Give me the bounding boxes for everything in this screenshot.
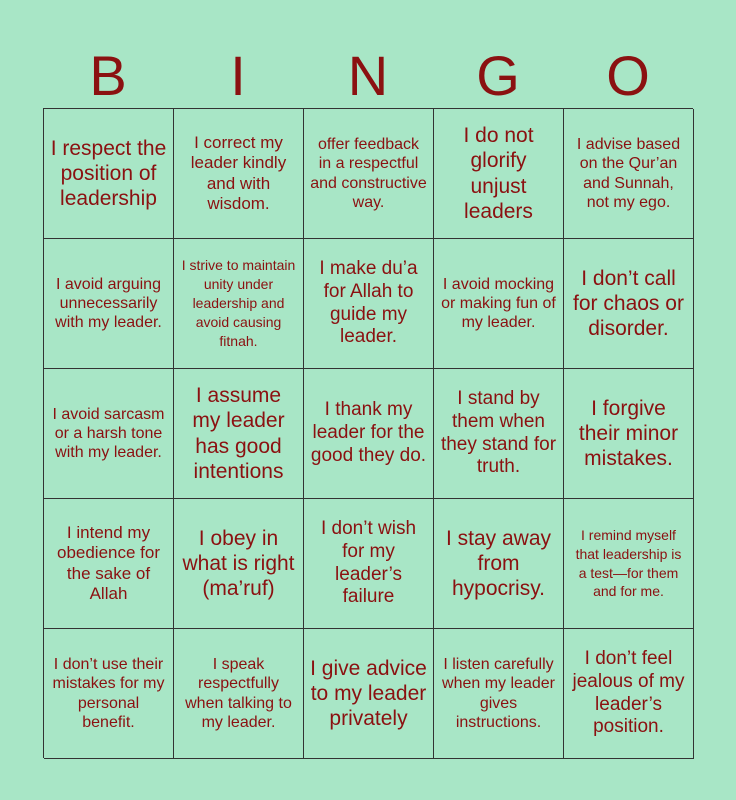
header-letter-n: N [347, 44, 389, 107]
bingo-cell[interactable]: I respect the position of leadership [44, 109, 174, 239]
bingo-cell[interactable]: I stay away from hypocrisy. [434, 499, 564, 629]
bingo-cell[interactable]: I do not glorify unjust leaders [434, 109, 564, 239]
bingo-cell[interactable]: I give advice to my leader privately [304, 629, 434, 759]
bingo-cell[interactable]: I don’t use their mistakes for my personal benefit. [44, 629, 174, 759]
bingo-cell[interactable]: I forgive their minor mistakes. [564, 369, 694, 499]
bingo-cell[interactable]: offer feedback in a respectful and constructive way. [304, 109, 434, 239]
bingo-cell[interactable]: I thank my leader for the good they do. [304, 369, 434, 499]
bingo-cell[interactable]: I assume my leader has good intentions [174, 369, 304, 499]
bingo-cell[interactable]: I avoid mocking or making fun of my leader. [434, 239, 564, 369]
header-letter-g: G [476, 44, 520, 107]
bingo-cell[interactable]: I don’t feel jealous of my leader’s position. [564, 629, 694, 759]
bingo-cell[interactable]: I don’t call for chaos or disorder. [564, 239, 694, 369]
bingo-cell[interactable]: I listen carefully when my leader gives instructions. [434, 629, 564, 759]
bingo-cell[interactable]: I speak respectfully when talking to my leader. [174, 629, 304, 759]
bingo-cell[interactable]: I avoid arguing unnecessarily with my leader. [44, 239, 174, 369]
header-letter-b: B [89, 44, 127, 107]
bingo-cell[interactable]: I stand by them when they stand for truth. [434, 369, 564, 499]
header-letter-i: I [230, 44, 246, 107]
bingo-cell[interactable]: I strive to maintain unity under leadership and avoid causing fitnah. [174, 239, 304, 369]
bingo-cell[interactable]: I make du’a for Allah to guide my leader. [304, 239, 434, 369]
bingo-header [43, 44, 693, 108]
bingo-cell[interactable]: I remind myself that leadership is a test—for them and for me. [564, 499, 694, 629]
bingo-cell[interactable]: I correct my leader kindly and with wisdom. [174, 109, 304, 239]
bingo-cell[interactable]: I obey in what is right (ma’ruf) [174, 499, 304, 629]
bingo-card-grid [43, 108, 693, 758]
header-letter-o: O [606, 44, 650, 107]
bingo-cell[interactable]: I don’t wish for my leader’s failure [304, 499, 434, 629]
bingo-cell[interactable]: I intend my obedience for the sake of Allah [44, 499, 174, 629]
bingo-cell[interactable]: I avoid sarcasm or a harsh tone with my leader. [44, 369, 174, 499]
bingo-cell[interactable]: I advise based on the Qur’an and Sunnah, not my ego. [564, 109, 694, 239]
